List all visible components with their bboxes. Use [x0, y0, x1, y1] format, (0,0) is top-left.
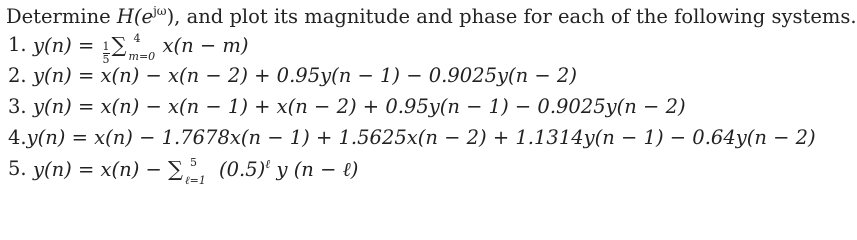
equation-rhs: y (n − ℓ): [276, 158, 359, 181]
summation-lower-limit: ℓ=1: [185, 174, 206, 187]
summation-upper-limit: 4: [133, 32, 141, 45]
equation-1: [33, 33, 249, 65]
fraction-denominator: 5: [102, 53, 110, 66]
problem-number: 2.: [8, 64, 27, 87]
equation-2: y(n) = x(n) − x(n − 2) + 0.95y(n − 1) − 0.9025y(n − 2): [33, 64, 577, 87]
equation-4: y(n) = x(n) − 1.7678x(n − 1) + 1.5625x(n − 2) + 1.1314y(n − 1) − 0.64y(n − 2): [26, 126, 816, 149]
problem-item-4: [6, 126, 816, 157]
problem-number: 5.: [8, 157, 27, 180]
equation-lhs: y(n) =: [33, 34, 101, 57]
summation-symbol: ∑ 5 ℓ=1: [168, 157, 183, 181]
problem-statement: [6, 4, 857, 33]
equation-3: y(n) = x(n) − x(n − 1) + x(n − 2) + 0.95y(n − 1) − 0.9025y(n − 2): [33, 95, 686, 118]
problem-item-5: [6, 157, 728, 188]
power-exponent: ℓ: [265, 157, 271, 171]
problem-number: 4.: [8, 126, 27, 149]
problem-item-3: [6, 95, 728, 126]
power-base: (0.5): [219, 158, 266, 181]
fraction: [103, 42, 110, 65]
summation-symbol: ∑ 4 m=0: [112, 33, 127, 57]
intro-function: H(e: [116, 5, 154, 28]
fraction-numerator: 1: [102, 40, 110, 53]
summation-upper-limit: 5: [190, 156, 198, 169]
problem-number: 3.: [8, 95, 27, 118]
summation-lower-limit: m=0: [128, 50, 156, 63]
problem-number: 1.: [8, 33, 27, 56]
intro-lead: Determine: [6, 5, 117, 28]
problem-document: [6, 4, 857, 188]
problem-list: [6, 32, 816, 188]
problem-item-2: [6, 64, 728, 95]
problem-item-1: [6, 33, 728, 64]
equation-5: [33, 156, 359, 187]
equation-lhs: y(n) = x(n) −: [33, 158, 169, 181]
intro-tail: ), and plot its magnitude and phase for each of the following systems.: [166, 5, 857, 28]
equation-rhs: x(n − m): [162, 34, 249, 57]
intro-exponent: jω: [153, 4, 167, 18]
